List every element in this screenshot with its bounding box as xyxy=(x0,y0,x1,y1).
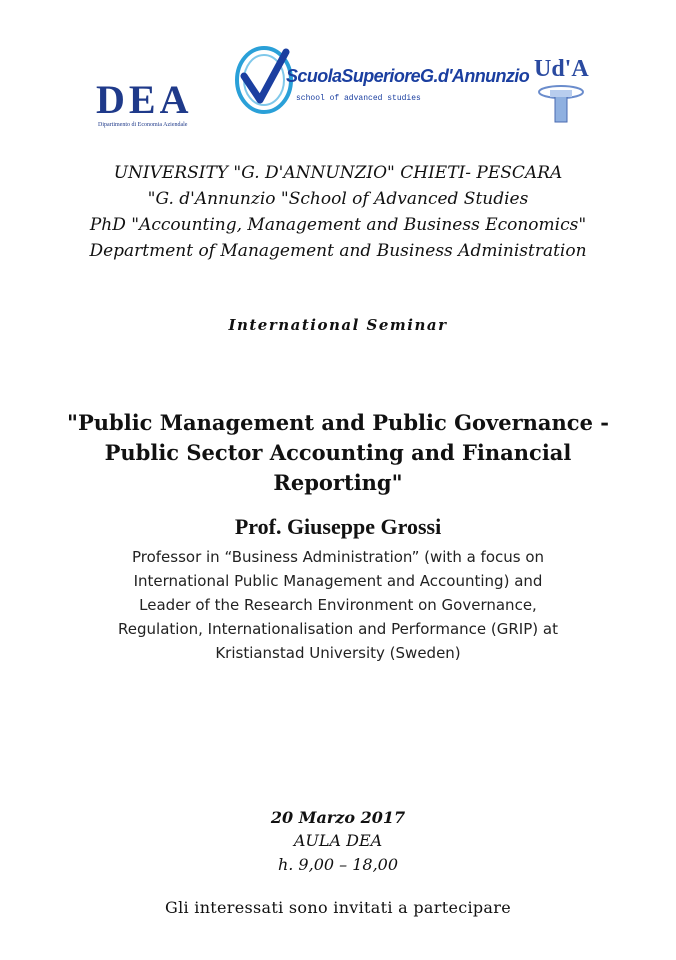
event-room: AULA DEA xyxy=(293,831,383,850)
bio-line: Kristianstad University (Sweden) xyxy=(215,644,461,662)
affiliation-line: Department of Management and Business Administration xyxy=(89,241,587,261)
affiliation-block xyxy=(0,160,676,264)
uda-tower-icon xyxy=(536,84,586,124)
speaker-name: Prof. Giuseppe Grossi xyxy=(234,514,442,539)
bio-line: Regulation, Internationalisation and Performance (GRIP) at xyxy=(118,620,558,638)
dea-logo: DEA xyxy=(96,77,193,122)
invitation-text: Gli interessati sono invitati a partecipare xyxy=(164,898,511,917)
uda-logo: Ud'A xyxy=(534,56,589,82)
event-date: 20 Marzo 2017 xyxy=(270,808,406,827)
speaker-bio xyxy=(40,545,636,665)
affiliation-line: "G. d'Annunzio "School of Advanced Studies xyxy=(147,189,529,209)
affiliation-line: PhD "Accounting, Management and Business Economics" xyxy=(89,215,587,235)
school-logo-text: ScuolaSuperioreG.d'Annunzio xyxy=(286,66,530,86)
school-logo-subtitle: school of advanced studies xyxy=(296,94,421,103)
dea-logo-subtitle: Dipartimento di Economia Aziendale xyxy=(98,122,188,128)
event-hours: h. 9,00 – 18,00 xyxy=(277,855,399,874)
school-check-logo-icon xyxy=(234,36,294,116)
event-type: International Seminar xyxy=(228,316,448,334)
bio-line: Leader of the Research Environment on Governance, xyxy=(139,596,537,614)
bio-line: Professor in “Business Administration” (with a focus on xyxy=(131,548,545,566)
header-logos xyxy=(0,28,676,128)
affiliation-line: UNIVERSITY "G. D'ANNUNZIO" CHIETI- PESCARA xyxy=(113,163,563,183)
bio-line: International Public Management and Accounting) and xyxy=(133,572,543,590)
seminar-title: "Public Management and Public Governance - Public Sector Accounting and Financial Reporting" xyxy=(67,410,609,495)
